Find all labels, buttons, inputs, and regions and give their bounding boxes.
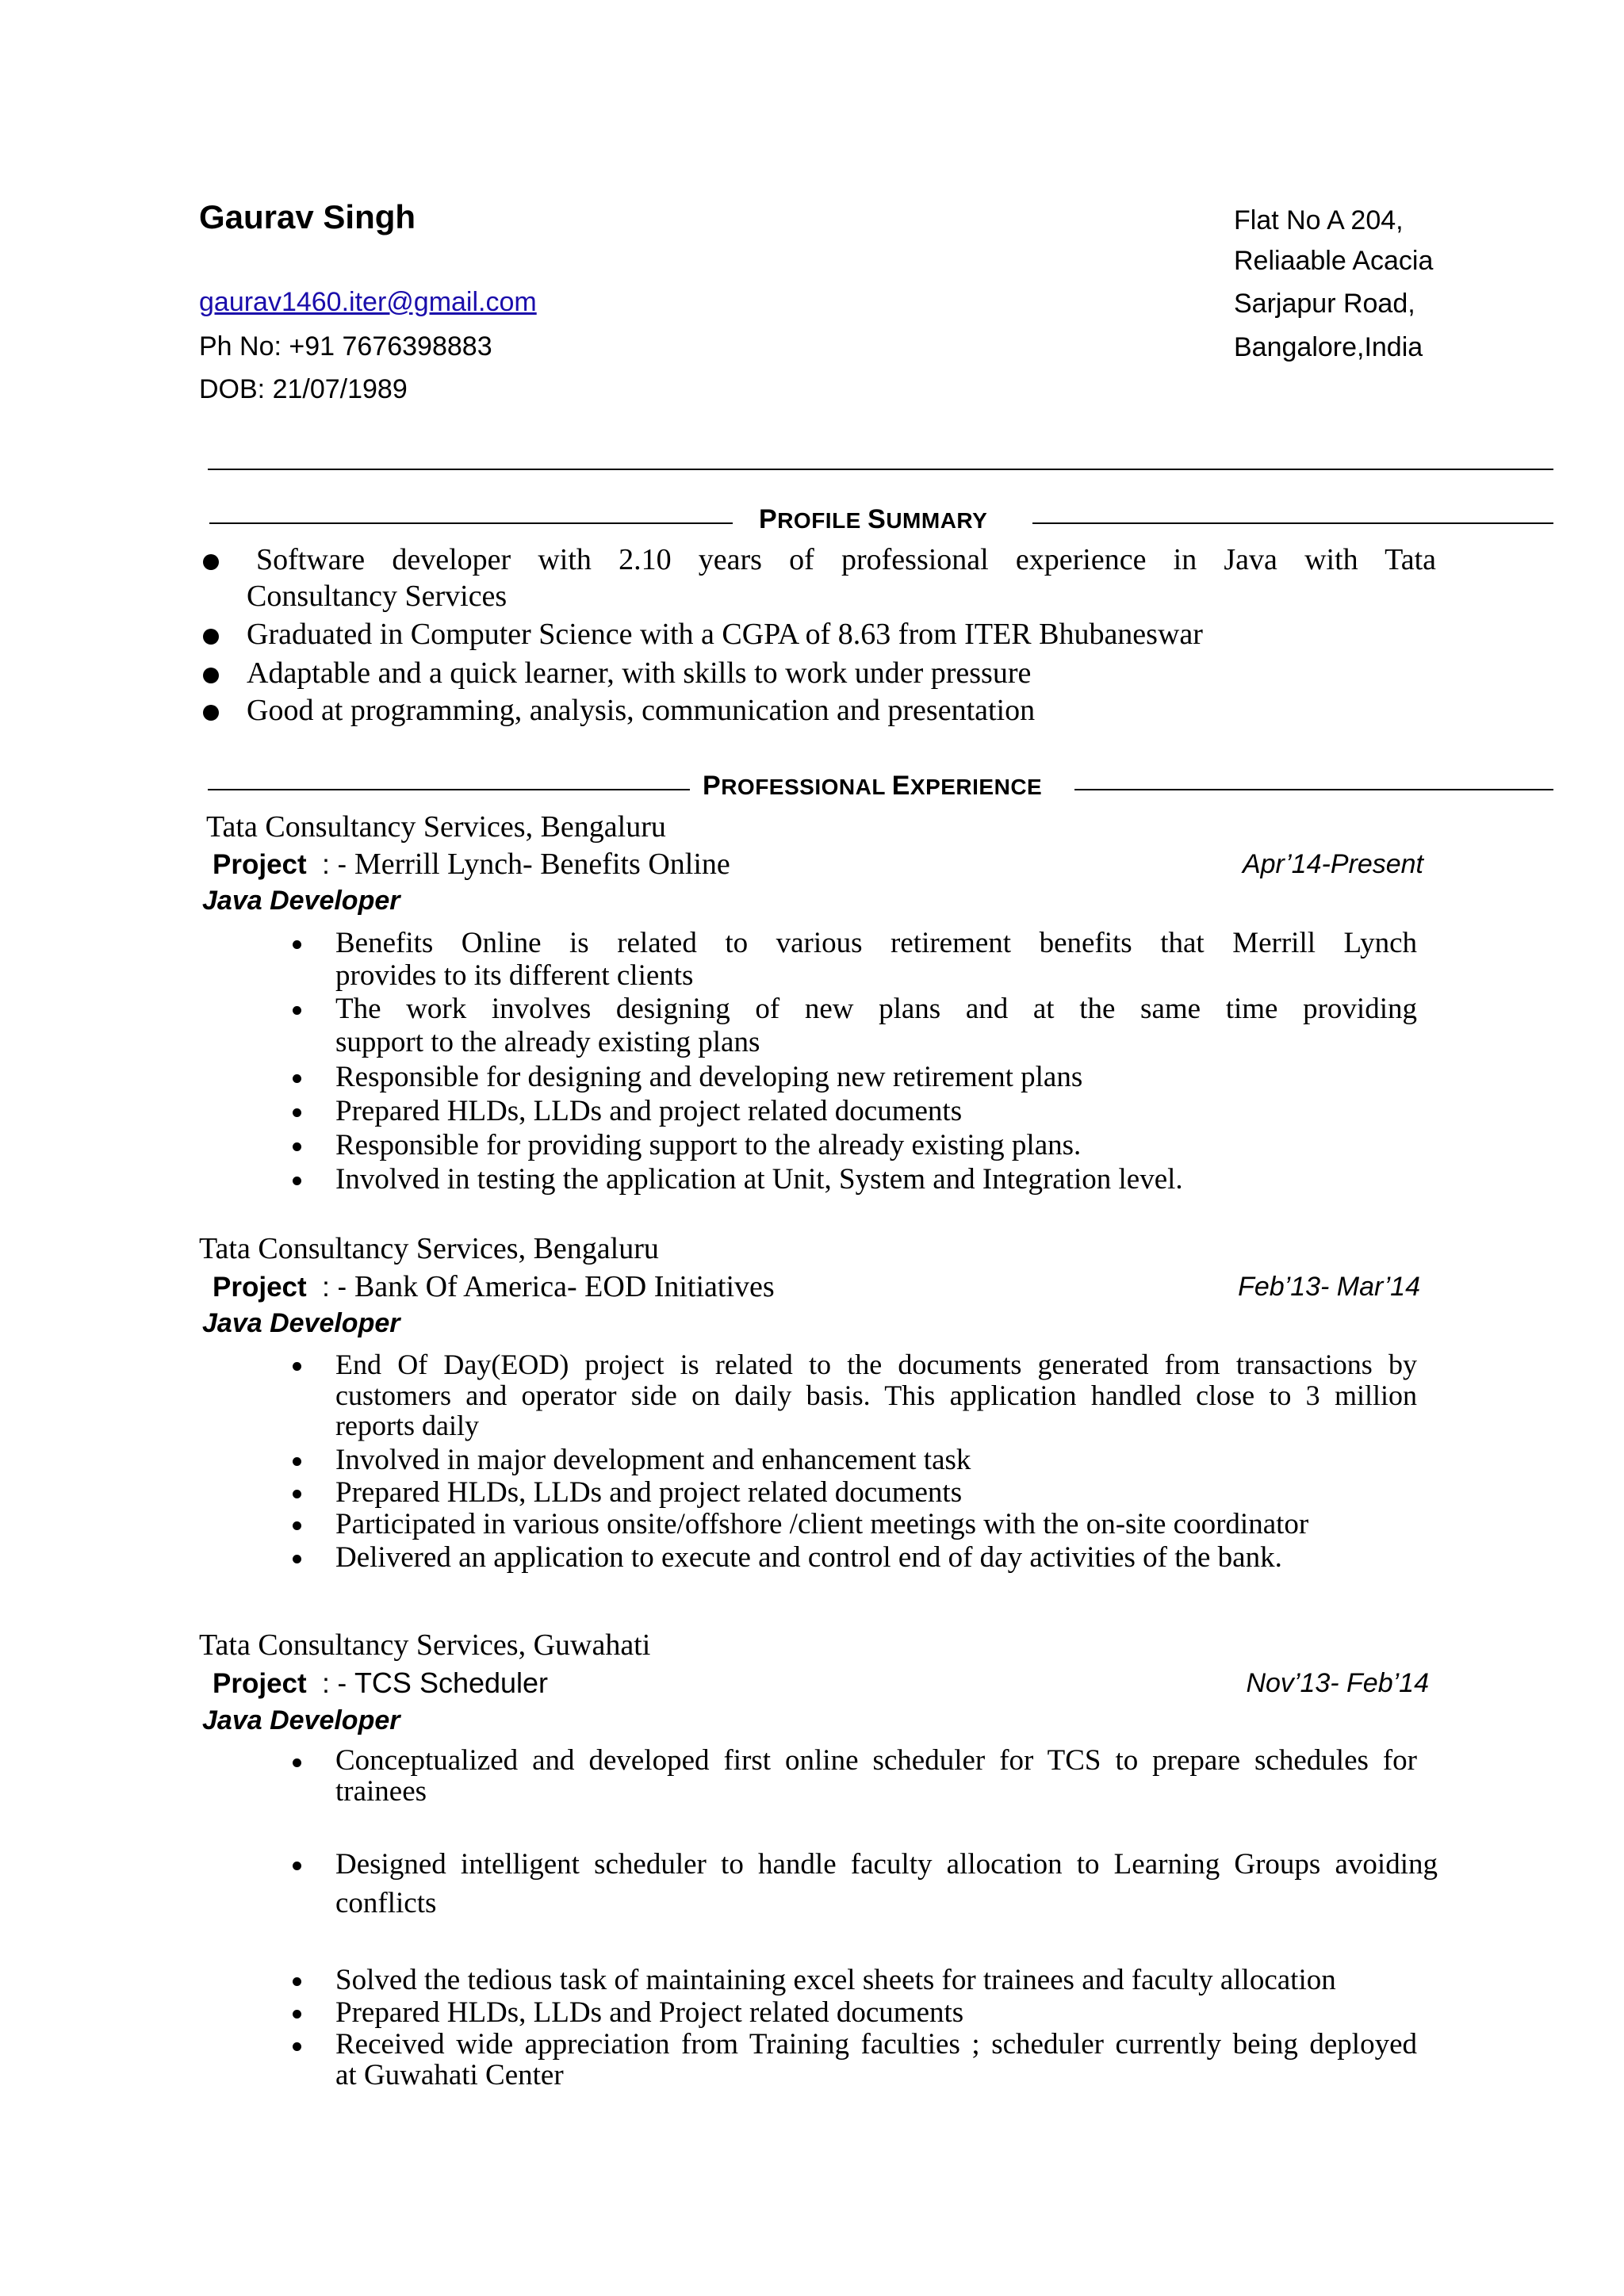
- bullet-icon: [293, 1457, 301, 1466]
- project-line: Project : - Bank Of America- EOD Initiatives: [213, 1270, 775, 1303]
- bullet-icon: [293, 1521, 301, 1530]
- job-bullet-continued: at Guwahati Center: [335, 2059, 564, 2091]
- bullet-icon: [293, 1758, 301, 1767]
- job-role: Java Developer: [202, 886, 400, 916]
- bullet-icon: [293, 1006, 301, 1015]
- summary-item: Graduated in Computer Science with a CGPA of 8.63 from ITER Bhubaneswar: [247, 618, 1203, 651]
- bullet-icon: [293, 1977, 301, 1986]
- project-dates: Feb’13- Mar’14: [1238, 1272, 1420, 1302]
- job-role: Java Developer: [202, 1705, 400, 1735]
- project-dates: Nov’13- Feb’14: [1246, 1668, 1429, 1698]
- bullet-icon: [293, 1362, 301, 1371]
- project-label: Project: [213, 1668, 307, 1699]
- date-of-birth: DOB: 21/07/1989: [199, 374, 408, 404]
- job-bullet: Responsible for designing and developing new retirement plans: [335, 1061, 1083, 1093]
- job-bullet: Involved in testing the application at Unit, System and Integration level.: [335, 1163, 1183, 1196]
- job-bullet-continued: support to the already existing plans: [335, 1026, 760, 1058]
- job-bullet: End Of Day(EOD) project is related to the documents generated from transactions by: [335, 1349, 1417, 1380]
- bullet-icon: [293, 2042, 301, 2051]
- job-bullet-continued: provides to its different clients: [335, 959, 694, 992]
- bullet-icon: [293, 1490, 301, 1498]
- bullet-icon: [203, 554, 219, 570]
- bullet-icon: [293, 1177, 301, 1185]
- email-link[interactable]: gaurav1460.iter@gmail.com: [199, 287, 537, 317]
- company-name: Tata Consultancy Services, Bengaluru: [199, 1232, 659, 1265]
- job-bullet: Involved in major development and enhancement task: [335, 1444, 971, 1476]
- job-bullet: Benefits Online is related to various retirement benefits that Merrill Lynch: [335, 927, 1417, 959]
- project-line: Project : - Merrill Lynch- Benefits Online: [213, 848, 730, 881]
- job-bullet: Participated in various onsite/offshore /client meetings with the on-site coordinator: [335, 1508, 1309, 1540]
- section-rule-left: [209, 522, 733, 524]
- bullet-icon: [293, 940, 301, 949]
- bullet-icon: [293, 1074, 301, 1083]
- header-divider: [208, 469, 1553, 470]
- job-bullet-continued: reports daily: [335, 1410, 479, 1441]
- company-name: Tata Consultancy Services, Bengaluru: [206, 810, 666, 844]
- job-bullet: The work involves designing of new plans and at the same time providing: [335, 993, 1417, 1025]
- summary-item-continued: Consultancy Services: [247, 580, 508, 613]
- address-line: Flat No A 204,: [1234, 205, 1404, 235]
- bullet-icon: [293, 1142, 301, 1151]
- bullet-icon: [203, 705, 219, 721]
- project-line: Project : - TCS Scheduler: [213, 1667, 549, 1699]
- project-name: TCS Scheduler: [354, 1667, 549, 1699]
- address-line: Reliaable Acacia: [1234, 246, 1434, 276]
- summary-item: Good at programming, analysis, communication and presentation: [247, 694, 1036, 727]
- bullet-icon: [203, 629, 219, 645]
- bullet-icon: [293, 1555, 301, 1563]
- project-name: Merrill Lynch- Benefits Online: [354, 848, 730, 881]
- bullet-icon: [293, 2010, 301, 2019]
- bullet-icon: [293, 1862, 301, 1870]
- section-rule-right: [1074, 789, 1553, 790]
- summary-item: Adaptable and a quick learner, with skills to work under pressure: [247, 656, 1032, 690]
- job-bullet: Prepared HLDs, LLDs and Project related documents: [335, 1996, 964, 2029]
- project-dates: Apr’14-Present: [1242, 849, 1423, 879]
- job-bullet: Received wide appreciation from Training faculties ; scheduler currently being deployed: [335, 2028, 1417, 2061]
- address-line: Sarjapur Road,: [1234, 289, 1415, 319]
- professional-experience-heading: PROFESSIONAL EXPERIENCE: [703, 771, 1043, 801]
- bullet-icon: [293, 1108, 301, 1117]
- phone-number: Ph No: +91 7676398883: [199, 331, 492, 362]
- job-bullet: Prepared HLDs, LLDs and project related documents: [335, 1095, 963, 1127]
- project-label: Project: [213, 1272, 307, 1303]
- profile-summary-heading: PROFILE SUMMARY: [759, 504, 988, 534]
- section-rule-right: [1032, 522, 1553, 524]
- company-name: Tata Consultancy Services, Guwahati: [199, 1628, 651, 1662]
- job-bullet-continued: conflicts: [335, 1887, 437, 1919]
- job-bullet: Solved the tedious task of maintaining excel sheets for trainees and faculty allocation: [335, 1964, 1336, 1996]
- job-bullet: Prepared HLDs, LLDs and project related documents: [335, 1476, 963, 1509]
- job-bullet: Conceptualized and developed first online scheduler for TCS to prepare schedules for: [335, 1744, 1417, 1777]
- project-label: Project: [213, 849, 307, 880]
- project-name: Bank Of America- EOD Initiatives: [354, 1270, 775, 1303]
- job-bullet-continued: customers and operator side on daily basis. This application handled close to 3 million: [335, 1380, 1417, 1411]
- summary-item: Software developer with 2.10 years of professional experience in Java with Tata: [256, 543, 1436, 576]
- job-role: Java Developer: [202, 1308, 400, 1338]
- job-bullet: Responsible for providing support to the already existing plans.: [335, 1129, 1082, 1161]
- candidate-name: Gaurav Singh: [199, 198, 416, 235]
- bullet-icon: [203, 668, 219, 683]
- job-bullet: Designed intelligent scheduler to handle faculty allocation to Learning Groups avoiding: [335, 1848, 1438, 1881]
- section-rule-left: [208, 789, 690, 790]
- address-line: Bangalore,India: [1234, 332, 1423, 362]
- job-bullet: Delivered an application to execute and control end of day activities of the bank.: [335, 1541, 1282, 1574]
- job-bullet-continued: trainees: [335, 1775, 427, 1808]
